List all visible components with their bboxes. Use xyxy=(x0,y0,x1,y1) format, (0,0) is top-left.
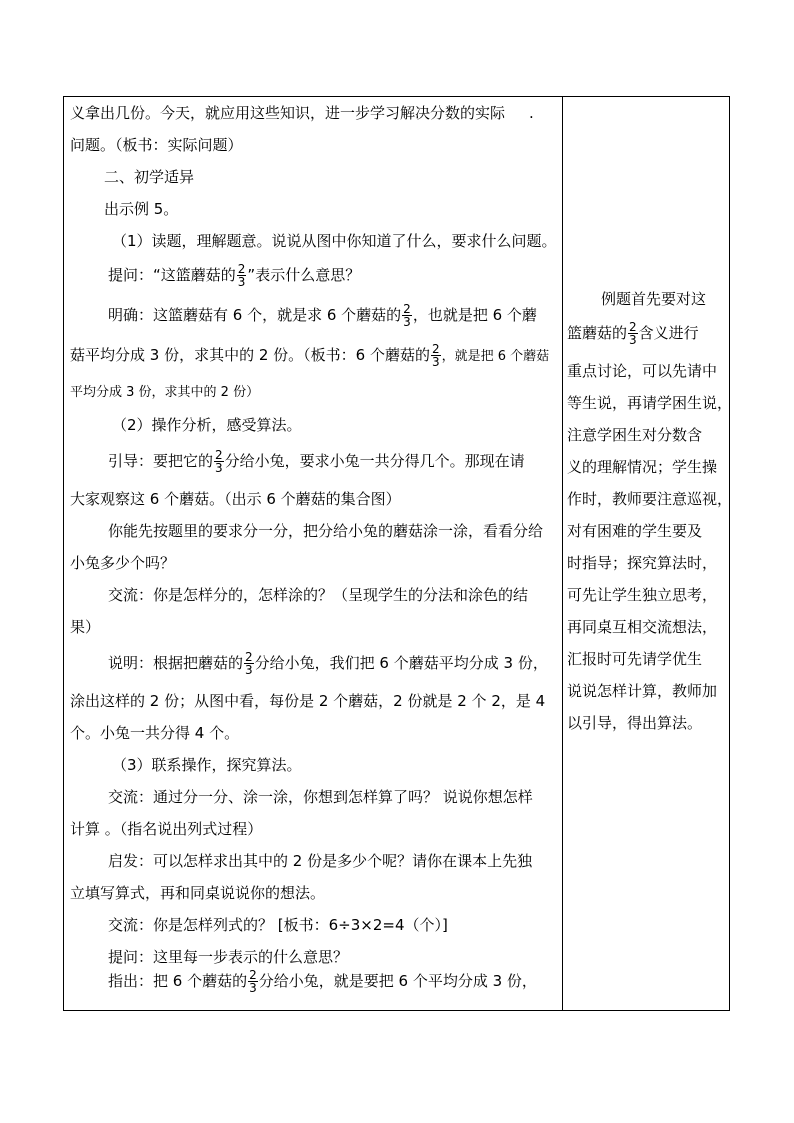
text-line: （3）联系操作，探究算法。 xyxy=(112,756,302,774)
text-line: 果） xyxy=(70,618,101,636)
text-line: 个。小兔一共分得 4 个。 xyxy=(70,724,240,742)
note-line: 等生说，再请学困生说， xyxy=(567,394,733,412)
text-line: 涂出这样的 2 份；从图中看，每份是 2 个蘑菇，2 份就是 2 个 2，是 4 xyxy=(70,692,546,710)
note-line: 对有困难的学生要及 xyxy=(567,522,703,540)
note-line: 说说怎样计算，教师加 xyxy=(567,682,718,700)
text-line: 问题。（板书：实际问题） xyxy=(70,136,243,154)
note-line: 例题首先要对这 xyxy=(601,290,707,308)
section-heading: 二、初学适异 xyxy=(104,168,195,186)
text-line: 计算 。（指名说出列式过程） xyxy=(70,820,263,838)
text-line: 说明：根据把蘑菇的 $\frac{2}{3}$ 分给小兔，我们把 6 个蘑菇平均分成 3 份， xyxy=(108,650,548,677)
note-line: 重点讨论，可以先请中 xyxy=(567,362,718,380)
text-line: 小兔多少个吗？ xyxy=(70,554,176,572)
text-line: 启发：可以怎样求出其中的 2 份是多少个呢？请你在课本上先独 xyxy=(108,852,533,870)
fraction-two-thirds: $\frac{2}{3}$ xyxy=(245,650,253,677)
text-line: 你能先按题里的要求分一分，把分给小兔的蘑菇涂一涂，看看分给 xyxy=(108,522,544,540)
note-line: 再同桌互相交流想法， xyxy=(567,618,718,636)
text-line: 提问：这里每一步表示的什么意思？ xyxy=(108,948,349,966)
text-line: 指出：把 6 个蘑菇的 $\frac{2}{3}$ 分给小兔，就是要把 6 个平均分成 3 份， xyxy=(108,968,537,995)
text-line: 明确：这篮蘑菇有 6 个，就是求 6 个蘑菇的 $\frac{2}{3}$ ，也就是把 6 个蘑 xyxy=(108,302,537,329)
column-divider xyxy=(562,97,563,1010)
text-line: 提问：“这篮蘑菇的 $\frac{2}{3}$ ”表示什么意思？ xyxy=(108,262,361,289)
text-line: 平均分成 3 份，求其中的 2 份） xyxy=(70,385,260,400)
fraction-two-thirds: $\frac{2}{3}$ xyxy=(431,342,440,369)
note-line: 汇报时可先请学优生 xyxy=(567,650,703,668)
lesson-table xyxy=(63,96,733,1011)
text-line: 菇平均分成 3 份，求其中的 2 份。（板书：6 个蘑菇的 $\frac{2}{3}$ ，就是把 6 个蘑菇 xyxy=(70,342,550,369)
text-line: 义拿出几份。今天，就应用这些知识，进一步学习解决分数的实际 . xyxy=(70,104,534,122)
fraction-two-thirds: $\frac{2}{3}$ xyxy=(237,262,246,289)
text-line: 引导：要把它的 $\frac{2}{3}$ 分给小兔，要求小兔一共分得几个。那现在请 xyxy=(108,448,525,475)
text-line: （2）操作分析，感受算法。 xyxy=(112,416,302,434)
text-line: 交流：你是怎样分的，怎样涂的？（呈现学生的分法和涂色的结 xyxy=(108,586,529,604)
note-line: 篮蘑菇的 $\frac{2}{3}$ 含义进行 xyxy=(567,320,699,347)
note-line: 义的理解情况；学生操 xyxy=(567,458,718,476)
fraction-two-thirds: $\frac{2}{3}$ xyxy=(403,302,411,329)
text-line: 大家观察这 6 个蘑菇。（出示 6 个蘑菇的集合图） xyxy=(70,490,401,508)
fraction-two-thirds: $\frac{2}{3}$ xyxy=(215,448,223,475)
note-line: 可先让学生独立思考， xyxy=(567,586,718,604)
fraction-two-thirds: $\frac{2}{3}$ xyxy=(629,320,637,347)
note-line: 时指导；探究算法时， xyxy=(567,554,718,572)
text-line: 交流：通过分一分、涂一涂，你想到怎样算了吗？ 说说你想怎样 xyxy=(108,788,533,806)
note-line: 作时，教师要注意巡视， xyxy=(567,490,733,508)
note-line: 注意学困生对分数含 xyxy=(567,426,703,444)
text-line: （1）读题，理解题意。说说从图中你知道了什么，要求什么问题。 xyxy=(112,232,557,250)
text-line: 立填写算式，再和同桌说说你的想法。 xyxy=(70,884,326,902)
fraction-two-thirds: $\frac{2}{3}$ xyxy=(249,968,257,995)
text-line: 出示例 5。 xyxy=(104,200,179,218)
note-line: 以引导，得出算法。 xyxy=(567,714,703,732)
text-line: 交流：你是怎样列式的？ [板书：6÷3×2=4（个）] xyxy=(108,916,448,934)
